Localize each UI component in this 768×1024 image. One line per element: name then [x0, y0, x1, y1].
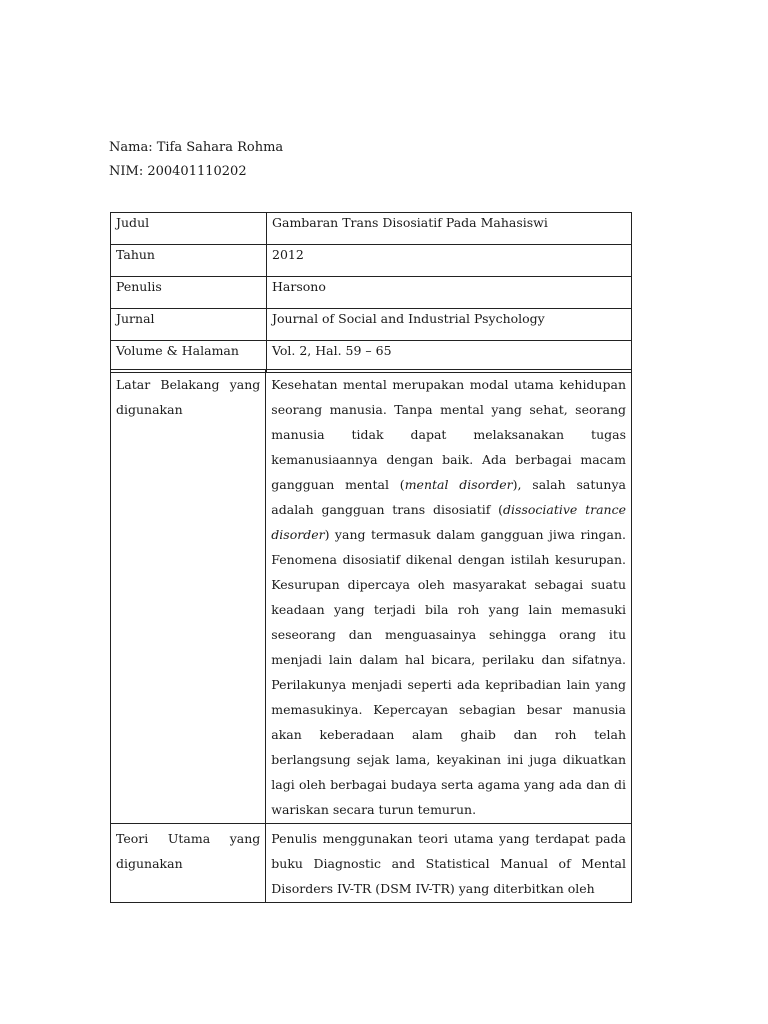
row-key: Volume & Halaman	[111, 341, 267, 373]
background-text-part: Kesehatan mental merupakan modal utama kehidupan seorang manusia. Tanpa mental yang sehat, seorang manusia tidak dapat melaksanakan tugas kemanusiaannya dengan baik. Ada berbagai macam gangguan mental (	[271, 377, 626, 492]
background-label: Latar Belakang yang digunakan	[111, 370, 266, 824]
row-value: 2012	[267, 245, 632, 277]
student-info	[109, 136, 283, 184]
row-value: Vol. 2, Hal. 59 – 65	[267, 341, 632, 373]
row-value: Journal of Social and Industrial Psychology	[267, 309, 632, 341]
journal-info-table	[110, 212, 632, 373]
row-key: Jurnal	[111, 309, 267, 341]
student-nim: NIM: 200401110202	[109, 164, 247, 179]
theory-text: Penulis menggunakan teori utama yang terdapat pada buku Diagnostic and Statistical Manual of Mental Disorders IV-TR (DSM IV-TR) yang diterbitkan oleh	[266, 824, 632, 903]
row-value: Gambaran Trans Disosiatif Pada Mahasiswi	[267, 213, 632, 245]
italic-term: dissociative trance disorder	[271, 502, 626, 542]
table-row	[111, 824, 632, 903]
table-row	[111, 341, 632, 373]
row-key: Judul	[111, 213, 267, 245]
table-row	[111, 277, 632, 309]
row-key: Penulis	[111, 277, 267, 309]
student-name: Nama: Tifa Sahara Rohma	[109, 140, 284, 155]
background-text-part: ) yang termasuk dalam gangguan jiwa ringan. Fenomena disosiatif dikenal dengan istilah kesurupan. Kesurupan dipercaya oleh masyarakat sebagai suatu keadaan yang terjadi bila roh yang lain memasuki seseorang dan menguasainya sehingga orang itu menjadi lain dalam hal bicara, perilaku dan sifatnya. Perilakunya menjadi seperti ada kepribadian lain yang memasukinya. Kepercayan sebagian besar manusia akan keberadaan alam ghaib dan roh telah berlangsung sejak lama, keyakinan ini juga dikuatkan lagi oleh berbagai budaya serta agama yang ada dan di wariskan secara turun temurun.	[271, 527, 626, 817]
table-row	[111, 370, 632, 824]
table-row	[111, 213, 632, 245]
italic-term: mental disorder	[404, 477, 513, 492]
row-key: Tahun	[111, 245, 267, 277]
table-row	[111, 245, 632, 277]
row-value: Harsono	[267, 277, 632, 309]
table-row	[111, 309, 632, 341]
background-text-part: ), salah satunya adalah gangguan trans disosiatif (	[271, 477, 626, 517]
theory-label: Teori Utama yang digunakan	[111, 824, 266, 903]
background-text	[266, 370, 632, 824]
review-content-table	[110, 369, 632, 903]
